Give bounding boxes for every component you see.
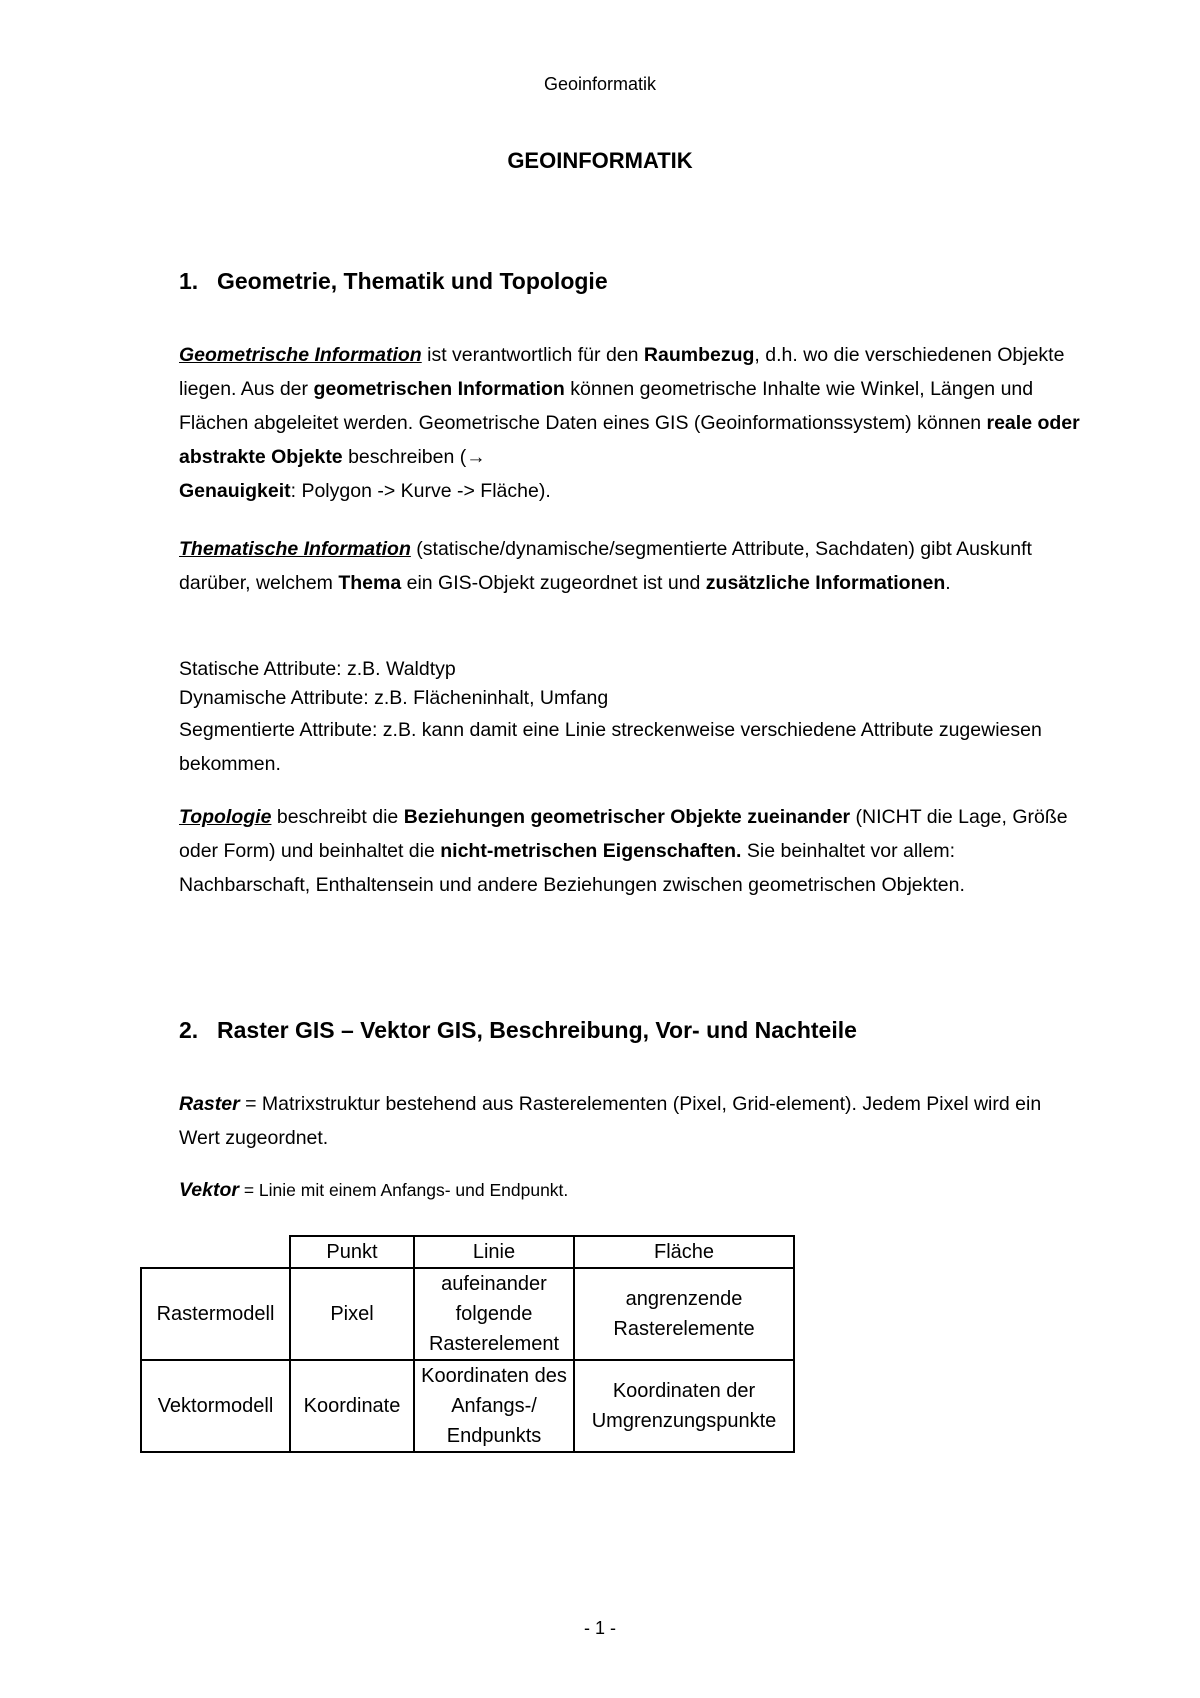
raster-vektor-table	[140, 1235, 795, 1453]
paragraph-raster: Raster = Matrixstruktur bestehend aus Rasterelementen (Pixel, Grid-element). Jedem Pixel wird ein Wert zugeordnet.	[179, 1093, 1042, 1149]
table-corner-cell	[141, 1236, 290, 1268]
term-vektor: Vektor	[179, 1179, 239, 1201]
table-cell: angrenzende Rasterelemente	[574, 1268, 794, 1360]
document-title: GEOINFORMATIK	[507, 148, 693, 173]
table-header-row	[141, 1236, 794, 1268]
attribute-statisch: Statische Attribute: z.B. Waldtyp	[179, 658, 456, 680]
attribute-list	[179, 655, 1084, 781]
term-thematische-information: Thematische Information	[179, 538, 411, 560]
attribute-dynamisch: Dynamische Attribute: z.B. Flächeninhalt, Umfang	[179, 687, 609, 709]
table-header-cell: Punkt	[290, 1236, 414, 1268]
paragraph-vektor: Vektor = Linie mit einem Anfangs- und Endpunkt.	[179, 1179, 569, 1201]
section-2-title: Raster GIS – Vektor GIS, Beschreibung, Vor- und Nachteile	[217, 1017, 857, 1043]
table-cell: Koordinate	[290, 1360, 414, 1452]
section-1-heading	[179, 268, 608, 295]
section-1-number: 1.	[179, 268, 199, 294]
table-cell: aufeinander folgende Rasterelement	[414, 1268, 574, 1360]
section-1-title: Geometrie, Thematik und Topologie	[217, 268, 608, 294]
paragraph-thematische-information: Thematische Information (statische/dynamische/segmentierte Attribute, Sachdaten) gibt Auskunft darüber, welchem Thema ein GIS-Objekt zugeordnet ist und zusätzliche Informationen.	[179, 538, 1032, 594]
page-number: - 1 -	[583, 1618, 616, 1638]
section-2-number: 2.	[179, 1017, 199, 1043]
table-row	[141, 1360, 794, 1452]
attribute-segmentiert: Segmentierte Attribute: z.B. kann damit eine Linie streckenweise verschiedene Attribute zugewiesen bekommen.	[179, 719, 1042, 775]
table-cell: Pixel	[290, 1268, 414, 1360]
paragraph-topologie: Topologie beschreibt die Beziehungen geometrischer Objekte zueinander (NICHT die Lage, Größe oder Form) und beinhaltet die nicht-metrischen Eigenschaften. Sie beinhaltet vor allem: Nachbarschaft, Enthaltensein und andere Beziehungen zwischen geometrischen Objekten.	[179, 806, 1068, 896]
term-raster: Raster	[179, 1093, 240, 1115]
running-header: Geoinformatik	[543, 74, 657, 94]
table-header-cell: Fläche	[574, 1236, 794, 1268]
term-topologie: Topologie	[179, 806, 272, 828]
table-cell: Koordinaten der Umgrenzungspunkte	[574, 1360, 794, 1452]
table-cell: Koordinaten des Anfangs-/ Endpunkts	[414, 1360, 574, 1452]
arrow-icon: →	[466, 446, 486, 468]
table-row	[141, 1268, 794, 1360]
section-2-heading	[179, 1017, 857, 1044]
term-geometrische-information: Geometrische Information	[179, 344, 422, 366]
table-row-label: Vektormodell	[141, 1360, 290, 1452]
paragraph-geometrische-information: Geometrische Information ist verantwortlich für den Raumbezug, d.h. wo die verschiedenen Objekte liegen. Aus der geometrischen Information können geometrische Inhalte wie Winkel, Längen und Flächen abgeleitet werden. Geometrische Daten eines GIS (Geoinformationssystem) können reale oder abstrakte Objekte beschreiben (→ Genauigkeit: Polygon -> Kurve -> Fläche).	[179, 344, 1080, 502]
table-header-cell: Linie	[414, 1236, 574, 1268]
table-row-label: Rastermodell	[141, 1268, 290, 1360]
